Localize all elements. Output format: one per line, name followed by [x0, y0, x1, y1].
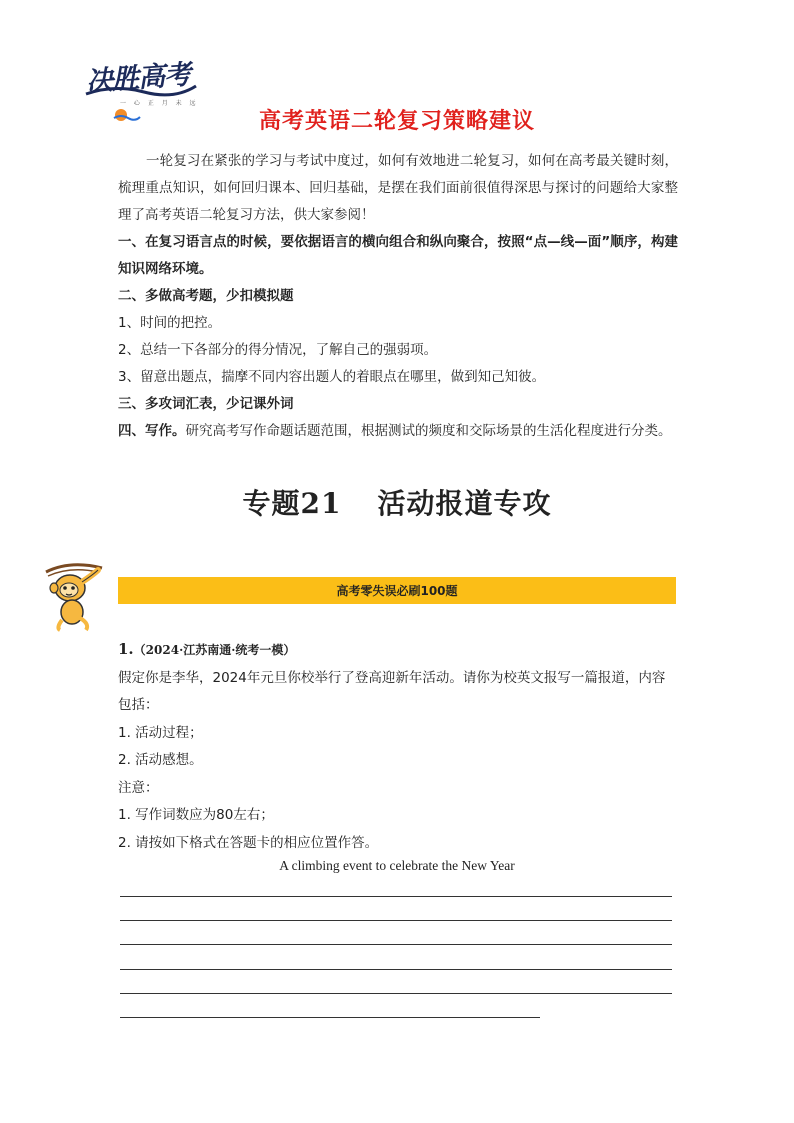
banner-text: 高考零失误必刷100题: [336, 584, 458, 598]
intro-paragraph: 一轮复习在紧张的学习与考试中度过，如何有效地进二轮复习，如何在高考最关键时刻，梳理重点知识，如何回归课本、回归基础，是摆在我们面前很值得深思与探讨的问题给大家整理了高考英语二轮复习方法，供大家参阅！: [118, 153, 678, 223]
topic-title: [0, 482, 794, 522]
strategy-point-4: [118, 418, 678, 445]
answer-line[interactable]: [120, 920, 672, 921]
strategy-point-4-text: 研究高考写作命题话题范围，根据测试的频度和交际场景的生活化程度进行分类。: [185, 423, 672, 439]
note-label: 注意：: [118, 779, 159, 796]
answer-line[interactable]: [120, 896, 672, 897]
page-title: 高考英语二轮复习策略建议: [258, 109, 535, 134]
requirement-item-1: 1. 活动过程；: [118, 724, 203, 741]
strategy-point-2: 二、多做高考题，少扣模拟题: [118, 288, 294, 304]
essay-title: A climbing event to celebrate the New Year: [279, 858, 515, 873]
question-1: [118, 636, 678, 857]
answer-line[interactable]: [120, 944, 672, 945]
strategy-point-4-lead: 四、写作。: [118, 423, 186, 439]
note-item-1: 1. 写作词数应为80左右；: [118, 807, 274, 823]
strategy-subpoint-2: 2、总结一下各部分的得分情况，了解自己的强弱项。: [118, 342, 438, 358]
logo-subtext: 一 心 正 月 未 远: [120, 100, 199, 107]
monkey-mascot-icon: [40, 558, 116, 632]
answer-line[interactable]: [120, 969, 672, 970]
strategy-point-3: 三、多攻词汇表，少记课外词: [118, 396, 294, 412]
question-number: 1.: [118, 640, 134, 658]
requirement-item-2: 2. 活动感想。: [118, 752, 203, 768]
intro-section: [118, 148, 678, 445]
answer-line[interactable]: [120, 993, 672, 994]
strategy-point-1: 一、在复习语言点的时候，要依据语言的横向组合和纵向聚合，按照“点—线—面”顺序，构建知识网络环境。: [118, 234, 678, 277]
strategy-subpoint-1: 1、时间的把控。: [118, 315, 222, 331]
topic-name: 活动报道专攻: [377, 487, 552, 520]
question-source: （2024·江苏南通·统考一模）: [133, 643, 296, 657]
note-item-2: 2. 请按如下格式在答题卡的相应位置作答。: [118, 834, 379, 851]
strategy-subpoint-3: 3、留意出题点，揣摩不同内容出题人的着眼点在哪里，做到知己知彼。: [118, 369, 546, 385]
question-prompt: 假定你是李华，2024年元旦你校举行了登高迎新年活动。请你为校英文报写一篇报道，内容包括：: [118, 669, 666, 713]
logo-text: 决胜高考: [85, 59, 192, 98]
topic-number: 专题21: [242, 487, 342, 520]
question-header: [118, 636, 678, 665]
section-banner: [118, 577, 676, 604]
answer-line[interactable]: [120, 1017, 540, 1018]
